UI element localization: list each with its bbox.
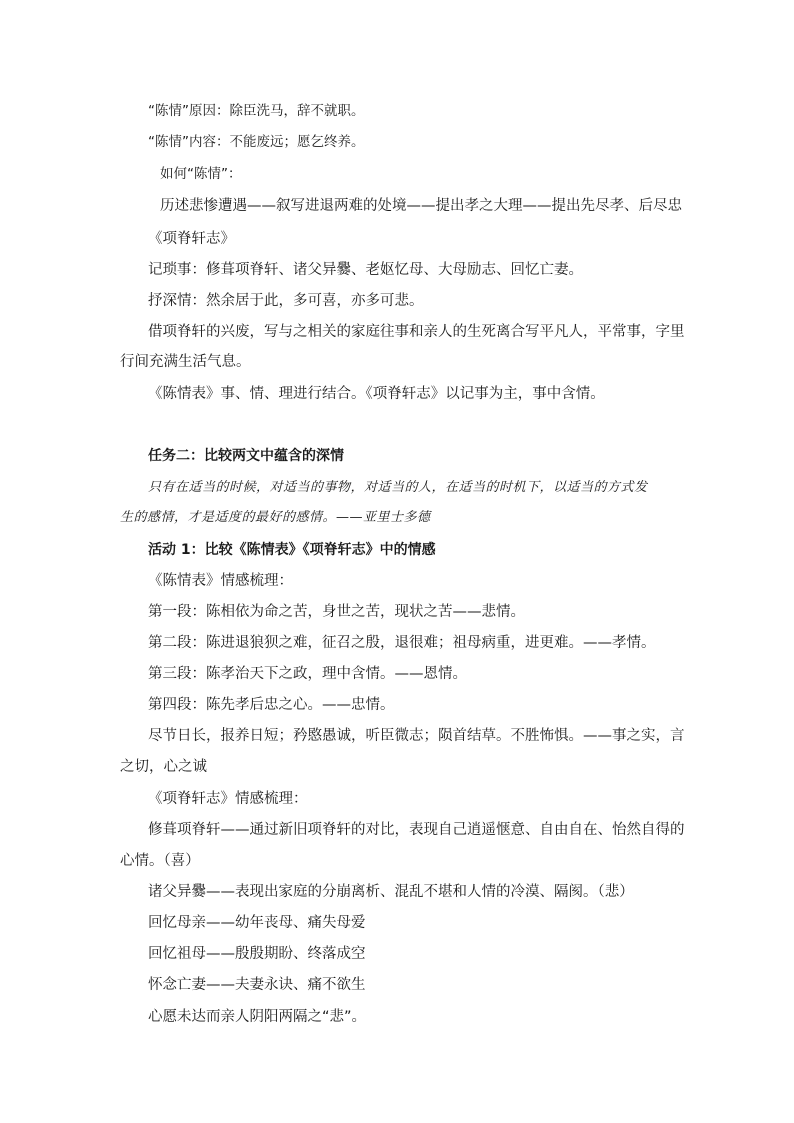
text-line-paragraph-three: 第三段：陈孝治天下之政，理中含情。——恩情。	[148, 666, 467, 682]
section-heading-task-two: 任务二：比较两文中蕴含的深情	[148, 448, 344, 464]
text-line-paragraph-four: 第四段：陈先孝后忠之心。——忠情。	[148, 697, 395, 713]
quote-line-2: 生的感情，才是适度的最好的感情。——亚里士多德	[120, 510, 431, 525]
text-line-recall-grandmother: 回忆祖母——殷殷期盼、终落成空	[148, 946, 366, 962]
text-line-quote-summary-1: 尽节日长，报养日短；矜愍愚诚，听臣微志；陨首结草。不胜怖惧。——事之实，言	[148, 728, 685, 744]
text-line-comparison: 《陈情表》事、情、理进行结合。《项脊轩志》以记事为主，事中含情。	[148, 386, 605, 402]
text-line-summary-1: 借项脊轩的兴废，写与之相关的家庭往事和亲人的生死离合写平凡人，平常事，字里	[148, 324, 685, 340]
text-line-record-trivia: 记琐事：修葺项脊轩、诸父异爨、老妪忆母、大母励志、回忆亡妻。	[148, 262, 583, 278]
text-line-paragraph-two: 第二段：陈进退狼狈之难，征召之殷，退很难；祖母病重，进更难。——孝情。	[148, 635, 656, 651]
quote-line-1: 只有在适当的时候，对适当的事物，对适当的人，在适当的时机下，以适当的方式发	[148, 480, 648, 495]
text-line-express-feelings: 抒深情：然余居于此，多可喜，亦多可悲。	[148, 293, 424, 309]
text-line-quote-summary-2: 之切，心之诚	[120, 759, 207, 775]
text-line-renovate-1: 修葺项脊轩——通过新旧项脊轩的对比，表现自己逍遥惬意、自由自在、怡然自得的	[148, 822, 685, 838]
activity-heading-1: 活动 1：比较《陈情表》《项脊轩志》中的情感	[148, 542, 436, 558]
text-line-narrative-sequence: 历述悲惨遭遇——叙写进退两难的处境——提出孝之大理——提出先尽孝、后尽忠	[160, 198, 682, 214]
text-line-summary-2: 行间充满生活气息。	[120, 354, 251, 370]
text-line-xiangjixuan-title: 《项脊轩志》	[148, 231, 235, 247]
text-line-recall-mother: 回忆母亲——幼年丧母、痛失母爱	[148, 915, 366, 931]
text-line-paragraph-one: 第一段：陈相依为命之苦，身世之苦，现状之苦——悲情。	[148, 604, 525, 620]
text-line-chenqing-content: “陈情”内容：不能废远；愿乞终养。	[148, 134, 365, 150]
text-line-sorrow-summary: 心愿未达而亲人阴阳两隔之“悲”。	[148, 1009, 367, 1025]
text-line-chenqingbiao-emotion: 《陈情表》情感梳理：	[148, 573, 293, 589]
text-line-how-chenqing: 如何“陈情”：	[160, 166, 242, 182]
text-line-chenqing-reason: “陈情”原因：除臣洗马，辞不就职。	[148, 103, 365, 119]
text-line-xiangjixuan-emotion: 《项脊轩志》情感梳理：	[148, 791, 308, 807]
text-line-renovate-2: 心情。（喜）	[120, 853, 200, 869]
text-line-miss-wife: 怀念亡妻——夫妻永诀、痛不欲生	[148, 977, 366, 993]
text-line-family-split: 诸父异爨——表现出家庭的分崩离析、混乱不堪和人情的冷漠、隔阂。（悲）	[148, 884, 634, 900]
